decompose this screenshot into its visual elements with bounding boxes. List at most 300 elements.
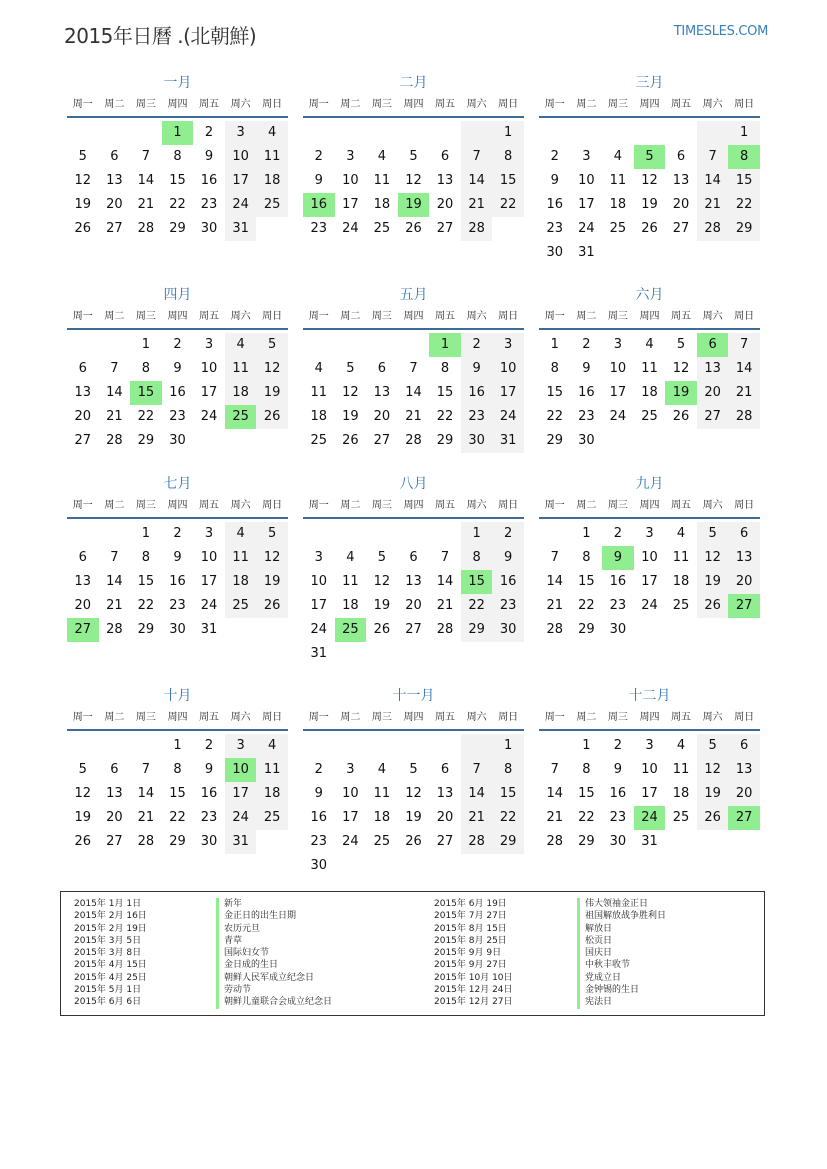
empty-day-cell	[697, 121, 729, 145]
day-cell: 7	[440, 550, 450, 565]
day-cell: 3	[346, 149, 355, 164]
holiday-date: 2015年 5月 1日	[74, 985, 142, 996]
day-cell: 5	[377, 550, 387, 565]
day-cell: 23	[461, 405, 493, 429]
day-cell: 1	[492, 121, 524, 145]
weekday-label: 周四	[403, 311, 424, 322]
day-cell: 9	[314, 173, 323, 188]
month-calendar	[303, 72, 524, 241]
day-cell: 30	[609, 622, 627, 637]
day-cell: 15	[578, 786, 595, 801]
day-cell: 18	[373, 197, 391, 212]
day-cell: 28	[106, 433, 123, 448]
day-cell: 10	[578, 173, 595, 188]
day-cell: 23	[310, 221, 328, 236]
holiday-date: 2015年 10月 10日	[434, 972, 513, 983]
day-cell: 2	[582, 337, 591, 352]
weekday-label: 周二	[576, 311, 597, 322]
day-cell: 12	[373, 574, 391, 589]
day-cell: 24	[200, 598, 218, 613]
day-cell: 28	[697, 217, 729, 241]
day-cell: 6	[110, 762, 119, 777]
day-cell: 22	[546, 409, 564, 424]
day-cell: 29	[169, 221, 186, 236]
day-cell: 13	[697, 357, 729, 381]
day-cell: 23	[200, 810, 218, 825]
weekday-label: 周日	[734, 99, 755, 110]
holiday-name: 国庆日	[585, 948, 613, 959]
holiday-name: 解放日	[585, 923, 613, 934]
day-cell: 25	[672, 598, 690, 613]
day-cell: 8	[440, 361, 450, 376]
day-cell: 16	[609, 574, 627, 589]
day-cell: 29	[546, 433, 564, 448]
day-cell: 24	[225, 806, 257, 830]
weekday-label: 周四	[639, 311, 660, 322]
day-cell: 9	[492, 546, 524, 570]
weekday-label: 周日	[262, 311, 283, 322]
day-cell: 29	[461, 618, 493, 642]
day-cell: 14	[137, 173, 155, 188]
day-cell: 22	[728, 193, 760, 217]
weekday-label: 周一	[72, 712, 93, 723]
weekday-label: 周一	[308, 311, 329, 322]
weekday-label: 周日	[734, 311, 755, 322]
day-cell: 1	[582, 738, 591, 753]
day-cell: 17	[578, 197, 595, 212]
weekday-label: 周一	[72, 311, 93, 322]
day-cell: 11	[641, 361, 658, 376]
month-name: 四月	[163, 287, 192, 303]
empty-day-cell	[366, 333, 398, 357]
day-cell: 3	[613, 337, 623, 352]
day-cell: 17	[342, 810, 359, 825]
day-cell: 20	[106, 197, 123, 212]
empty-day-cell	[665, 121, 697, 145]
day-cell: 23	[609, 810, 627, 825]
empty-day-cell	[335, 121, 367, 145]
day-cell: 25	[373, 221, 391, 236]
holiday-day-cell: 9	[602, 546, 634, 570]
weekday-label: 周五	[199, 500, 220, 511]
day-cell: 15	[137, 574, 155, 589]
empty-day-cell	[67, 121, 99, 145]
day-grid	[539, 522, 760, 642]
day-cell: 22	[492, 806, 524, 830]
weekday-header	[539, 707, 760, 731]
empty-day-cell	[539, 734, 571, 758]
site-link[interactable]: TIMESLES.COM	[673, 24, 768, 39]
day-cell: 17	[200, 574, 218, 589]
empty-day-cell	[634, 121, 666, 145]
month-calendar	[303, 685, 524, 878]
empty-day-cell	[398, 121, 430, 145]
weekday-header	[303, 94, 524, 118]
empty-day-cell	[335, 734, 367, 758]
day-cell: 18	[225, 570, 257, 594]
day-cell: 2	[173, 526, 182, 541]
weekday-label: 周三	[135, 712, 156, 723]
day-cell: 16	[492, 570, 524, 594]
day-cell: 18	[672, 786, 690, 801]
day-cell: 19	[405, 810, 422, 825]
empty-day-cell	[398, 333, 430, 357]
holiday-date: 2015年 9月 27日	[434, 960, 507, 971]
weekday-label: 周日	[498, 712, 519, 723]
day-cell: 7	[550, 762, 559, 777]
day-cell: 21	[137, 197, 155, 212]
day-cell: 17	[609, 385, 627, 400]
holiday-list	[60, 891, 765, 1016]
day-cell: 17	[225, 169, 257, 193]
day-cell: 14	[728, 357, 760, 381]
day-cell: 20	[436, 810, 454, 825]
holiday-dates-right	[434, 898, 574, 1009]
day-cell: 31	[492, 429, 524, 453]
empty-day-cell	[571, 121, 603, 145]
holiday-name: 青草	[224, 935, 243, 946]
weekday-label: 周日	[498, 500, 519, 511]
weekday-label: 周日	[498, 311, 519, 322]
day-cell: 7	[550, 550, 559, 565]
day-cell: 23	[169, 598, 186, 613]
day-cell: 15	[728, 169, 760, 193]
holiday-name: 党成立日	[585, 972, 622, 983]
day-cell: 23	[169, 409, 186, 424]
day-cell: 9	[173, 550, 182, 565]
day-cell: 2	[550, 149, 559, 164]
weekday-label: 周五	[199, 712, 220, 723]
month-calendar	[303, 284, 524, 453]
day-cell: 9	[613, 762, 623, 777]
day-cell: 2	[613, 526, 623, 541]
day-cell: 6	[78, 550, 87, 565]
day-cell: 12	[74, 173, 92, 188]
holiday-day-cell: 1	[162, 121, 194, 145]
day-cell: 28	[137, 834, 155, 849]
day-cell: 21	[137, 810, 155, 825]
holiday-name: 劳动节	[224, 985, 252, 996]
day-cell: 21	[106, 598, 123, 613]
weekday-label: 周一	[308, 99, 329, 110]
month-name: 六月	[635, 287, 664, 303]
day-cell: 4	[225, 522, 257, 546]
day-cell: 30	[200, 221, 218, 236]
holiday-date: 2015年 12月 27日	[434, 997, 513, 1008]
holiday-date: 2015年 9月 9日	[434, 948, 502, 959]
day-cell: 15	[436, 385, 454, 400]
day-cell: 18	[256, 169, 288, 193]
day-cell: 11	[373, 173, 391, 188]
day-cell: 6	[78, 361, 87, 376]
day-cell: 30	[169, 433, 186, 448]
holiday-day-cell: 25	[335, 618, 367, 642]
day-cell: 19	[74, 810, 92, 825]
holiday-date: 2015年 6月 6日	[74, 997, 142, 1008]
weekday-label: 周三	[371, 99, 392, 110]
day-cell: 28	[546, 622, 564, 637]
empty-day-cell	[335, 522, 367, 546]
day-grid	[303, 522, 524, 666]
day-cell: 4	[613, 149, 623, 164]
day-cell: 13	[672, 173, 690, 188]
day-cell: 19	[641, 197, 658, 212]
empty-day-cell	[429, 121, 461, 145]
day-cell: 8	[582, 550, 591, 565]
day-cell: 26	[256, 594, 288, 618]
day-cell: 21	[461, 806, 493, 830]
day-cell: 31	[578, 245, 595, 260]
day-cell: 26	[342, 433, 359, 448]
day-cell: 11	[672, 550, 690, 565]
holiday-name: 朝鲜儿童联合会成立纪念日	[224, 997, 333, 1008]
holiday-name: 中秋丰收节	[585, 960, 631, 971]
holiday-day-cell: 16	[303, 193, 335, 217]
holiday-name: 金钟锡的生日	[585, 985, 640, 996]
month-name: 七月	[163, 476, 192, 492]
day-cell: 27	[373, 433, 391, 448]
empty-day-cell	[303, 522, 335, 546]
weekday-label: 周三	[371, 500, 392, 511]
weekday-label: 周六	[230, 712, 251, 723]
day-cell: 7	[141, 149, 151, 164]
weekday-label: 周三	[607, 712, 628, 723]
day-cell: 12	[697, 758, 729, 782]
day-cell: 28	[461, 217, 493, 241]
empty-day-cell	[366, 522, 398, 546]
day-cell: 2	[492, 522, 524, 546]
weekday-label: 周六	[702, 500, 723, 511]
day-cell: 14	[546, 574, 564, 589]
day-cell: 16	[310, 810, 328, 825]
day-cell: 14	[697, 169, 729, 193]
day-cell: 15	[578, 574, 595, 589]
day-cell: 4	[225, 333, 257, 357]
weekday-header	[67, 306, 288, 330]
weekday-label: 周六	[230, 500, 251, 511]
weekday-header	[67, 707, 288, 731]
weekday-label: 周四	[639, 712, 660, 723]
day-cell: 11	[256, 145, 288, 169]
day-cell: 14	[106, 574, 123, 589]
day-grid	[539, 734, 760, 854]
holiday-date: 2015年 12月 24日	[434, 985, 513, 996]
empty-day-cell	[539, 121, 571, 145]
empty-day-cell	[99, 333, 131, 357]
day-cell: 8	[141, 361, 151, 376]
day-cell: 30	[461, 429, 493, 453]
day-cell: 6	[409, 550, 418, 565]
empty-day-cell	[429, 734, 461, 758]
day-cell: 30	[578, 433, 595, 448]
day-cell: 4	[676, 738, 686, 753]
day-cell: 19	[74, 197, 92, 212]
weekday-label: 周二	[340, 99, 361, 110]
weekday-label: 周六	[702, 712, 723, 723]
day-cell: 13	[728, 758, 760, 782]
day-cell: 9	[461, 357, 493, 381]
day-cell: 15	[169, 173, 186, 188]
day-cell: 25	[310, 433, 328, 448]
day-cell: 8	[582, 762, 591, 777]
day-cell: 3	[225, 734, 257, 758]
holiday-names-right	[577, 898, 666, 1009]
weekday-label: 周四	[639, 99, 660, 110]
day-cell: 16	[200, 786, 218, 801]
empty-day-cell	[602, 121, 634, 145]
day-cell: 7	[409, 361, 418, 376]
day-cell: 12	[256, 546, 288, 570]
weekday-label: 周五	[671, 99, 692, 110]
weekday-label: 周二	[104, 712, 125, 723]
day-cell: 14	[405, 385, 422, 400]
day-cell: 7	[728, 333, 760, 357]
day-cell: 12	[697, 546, 729, 570]
weekday-label: 周五	[435, 99, 456, 110]
holiday-day-cell: 15	[130, 381, 162, 405]
day-cell: 16	[169, 385, 186, 400]
weekday-label: 周三	[371, 311, 392, 322]
weekday-label: 周六	[230, 99, 251, 110]
day-cell: 13	[106, 173, 123, 188]
holiday-date: 2015年 2月 19日	[74, 923, 147, 934]
day-cell: 9	[550, 173, 559, 188]
day-cell: 5	[409, 149, 418, 164]
empty-day-cell	[335, 333, 367, 357]
day-cell: 10	[310, 574, 328, 589]
day-cell: 2	[314, 149, 323, 164]
day-cell: 30	[200, 834, 218, 849]
day-cell: 14	[436, 574, 454, 589]
day-cell: 25	[225, 594, 257, 618]
holiday-name: 农历元旦	[224, 923, 261, 934]
day-cell: 25	[609, 221, 627, 236]
day-cell: 20	[373, 409, 391, 424]
month-calendar	[67, 72, 288, 241]
day-cell: 30	[169, 622, 186, 637]
day-cell: 29	[137, 622, 155, 637]
day-cell: 18	[373, 810, 391, 825]
day-cell: 22	[578, 810, 595, 825]
day-cell: 15	[546, 385, 564, 400]
weekday-label: 周三	[607, 311, 628, 322]
holiday-day-cell: 24	[634, 806, 666, 830]
empty-day-cell	[366, 121, 398, 145]
empty-day-cell	[539, 522, 571, 546]
day-cell: 13	[436, 786, 454, 801]
day-cell: 20	[436, 197, 454, 212]
holiday-date: 2015年 4月 15日	[74, 960, 147, 971]
empty-day-cell	[130, 734, 162, 758]
day-cell: 17	[200, 385, 218, 400]
weekday-label: 周六	[702, 99, 723, 110]
day-cell: 28	[405, 433, 422, 448]
day-cell: 31	[225, 830, 257, 854]
day-cell: 22	[169, 197, 186, 212]
holiday-day-cell: 1	[429, 333, 461, 357]
weekday-label: 周六	[702, 311, 723, 322]
day-cell: 30	[609, 834, 627, 849]
day-cell: 25	[256, 806, 288, 830]
day-cell: 5	[676, 337, 686, 352]
day-cell: 8	[550, 361, 559, 376]
month-name: 三月	[635, 75, 664, 91]
holiday-day-cell: 19	[665, 381, 697, 405]
weekday-label: 周日	[734, 712, 755, 723]
month-calendar	[539, 685, 760, 854]
day-cell: 5	[78, 149, 87, 164]
day-cell: 17	[641, 574, 658, 589]
day-cell: 22	[137, 598, 155, 613]
day-cell: 28	[137, 221, 155, 236]
holiday-day-cell: 27	[728, 594, 760, 618]
day-cell: 16	[169, 574, 186, 589]
day-cell: 17	[342, 197, 359, 212]
weekday-label: 周四	[167, 500, 188, 511]
day-cell: 16	[578, 385, 595, 400]
weekday-label: 周四	[403, 712, 424, 723]
day-cell: 27	[106, 834, 123, 849]
weekday-label: 周三	[371, 712, 392, 723]
empty-day-cell	[461, 734, 493, 758]
day-cell: 24	[310, 622, 328, 637]
day-cell: 2	[613, 738, 623, 753]
weekday-label: 周六	[466, 311, 487, 322]
day-cell: 13	[74, 385, 92, 400]
day-cell: 9	[204, 762, 214, 777]
day-cell: 16	[200, 173, 218, 188]
weekday-label: 周日	[262, 712, 283, 723]
day-grid	[67, 734, 288, 854]
day-cell: 4	[314, 361, 323, 376]
holiday-name: 宪法日	[585, 997, 613, 1008]
day-grid	[303, 333, 524, 453]
day-cell: 22	[137, 409, 155, 424]
weekday-label: 周五	[671, 500, 692, 511]
day-cell: 3	[225, 121, 257, 145]
empty-day-cell	[366, 734, 398, 758]
day-cell: 10	[342, 173, 359, 188]
day-cell: 9	[582, 361, 591, 376]
day-cell: 31	[225, 217, 257, 241]
day-cell: 13	[436, 173, 454, 188]
day-cell: 24	[492, 405, 524, 429]
day-cell: 10	[641, 762, 658, 777]
day-cell: 26	[672, 409, 690, 424]
weekday-header	[303, 495, 524, 519]
day-cell: 1	[141, 337, 151, 352]
day-cell: 26	[405, 834, 422, 849]
month-calendar	[539, 473, 760, 642]
day-cell: 11	[310, 385, 328, 400]
day-cell: 20	[74, 409, 92, 424]
weekday-label: 周五	[435, 500, 456, 511]
holiday-name: 金日成的生日	[224, 960, 279, 971]
day-cell: 8	[492, 758, 524, 782]
day-cell: 11	[225, 357, 257, 381]
day-cell: 17	[225, 782, 257, 806]
day-cell: 19	[373, 598, 391, 613]
weekday-label: 周三	[135, 311, 156, 322]
day-cell: 4	[377, 762, 387, 777]
day-cell: 19	[697, 570, 729, 594]
month-name: 十二月	[628, 688, 671, 704]
day-grid	[539, 121, 760, 265]
day-cell: 20	[672, 197, 690, 212]
holiday-date: 2015年 7月 27日	[434, 911, 507, 922]
holiday-name: 祖国解放战争胜利日	[585, 911, 667, 922]
day-cell: 2	[204, 125, 214, 140]
